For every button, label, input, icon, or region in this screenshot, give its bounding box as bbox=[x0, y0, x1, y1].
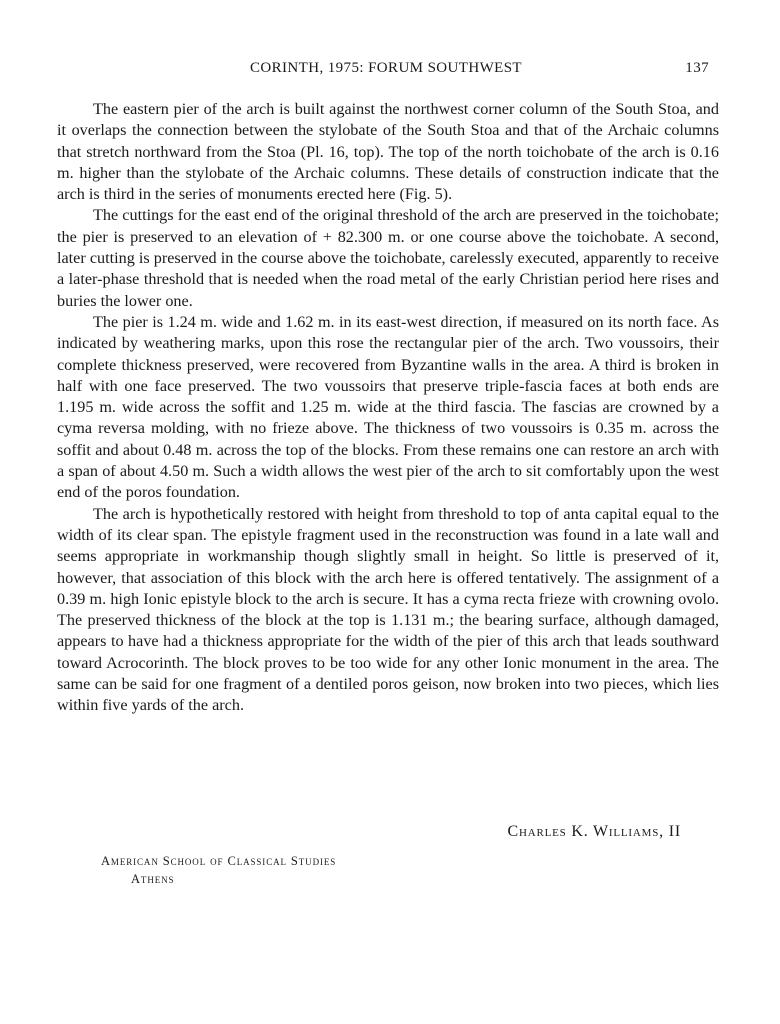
paragraph: The cuttings for the east end of the original threshold of the arch are preserved in the toichobate; the pier is preserved to an elevation of + 82.300 m. or one course above the toichobate. A second, later cutting is preserved in the course above the toichobate, carelessly executed, apparently to receive a later-phase threshold that is needed when the road metal of the early Christian period here rises and buries the lower one. bbox=[57, 206, 719, 310]
institution-city: Athens bbox=[131, 872, 175, 886]
institution-name: American School of Classical Studies bbox=[101, 854, 337, 868]
paragraph: The eastern pier of the arch is built against the northwest corner column of the South Stoa, and it overlaps the connection between the stylobate of the South Stoa and that of the Archaic columns that stretch northward from the Stoa (Pl. 16, top). The top of the north toichobate of the arch is 0.16 m. higher than the stylobate of the Archaic columns. These details of construction indicate that the arch is third in the series of monuments erected here (Fig. 5). bbox=[57, 100, 719, 204]
page-number: 137 bbox=[685, 60, 709, 76]
article-body bbox=[57, 99, 719, 717]
running-header bbox=[57, 60, 723, 82]
author-affiliation bbox=[101, 852, 336, 888]
author-signature: Charles K. Williams, II bbox=[507, 823, 681, 840]
paragraph: The arch is hypothetically restored with height from threshold to top of anta capital equal to the width of its clear span. The epistyle fragment used in the reconstruction was found in a late wall and seems appropriate in workmanship though slightly small in height. So little is preserved of it, however, that association of this block with the arch here is offered tentatively. The assignment of a 0.39 m. high Ionic epistyle block to the arch is secure. It has a cyma recta frieze with crowning ovolo. The preserved thickness of the block at the top is 1.131 m.; the bearing surface, although damaged, appears to have had a thickness appropriate for the width of the pier of this arch that leads southward toward Acrocorinth. The block proves to be too wide for any other Ionic monument in the area. The same can be said for one fragment of a dentiled poros geison, now broken into two pieces, which lies within five yards of the arch. bbox=[57, 504, 719, 715]
paragraph: The pier is 1.24 m. wide and 1.62 m. in its east-west direction, if measured on its north face. As indicated by weathering marks, upon this rose the rectangular pier of the arch. Two voussoirs, their complete thickness preserved, were recovered from Byzantine walls in the area. A third is broken in half with one face preserved. The two voussoirs that preserve triple-fascia faces at both ends are 1.195 m. wide across the soffit and 1.25 m. wide at the third fascia. The fascias are crowned by a cyma reversa molding, with no frieze above. The thickness of two voussoirs is 0.35 m. across the soffit and about 0.48 m. across the top of the blocks. From these remains one can restore an arch with a span of about 4.50 m. Such a width allows the west pier of the arch to sit comfortably upon the west end of the poros foundation. bbox=[57, 312, 719, 502]
running-title: CORINTH, 1975: FORUM SOUTHWEST bbox=[249, 60, 522, 76]
